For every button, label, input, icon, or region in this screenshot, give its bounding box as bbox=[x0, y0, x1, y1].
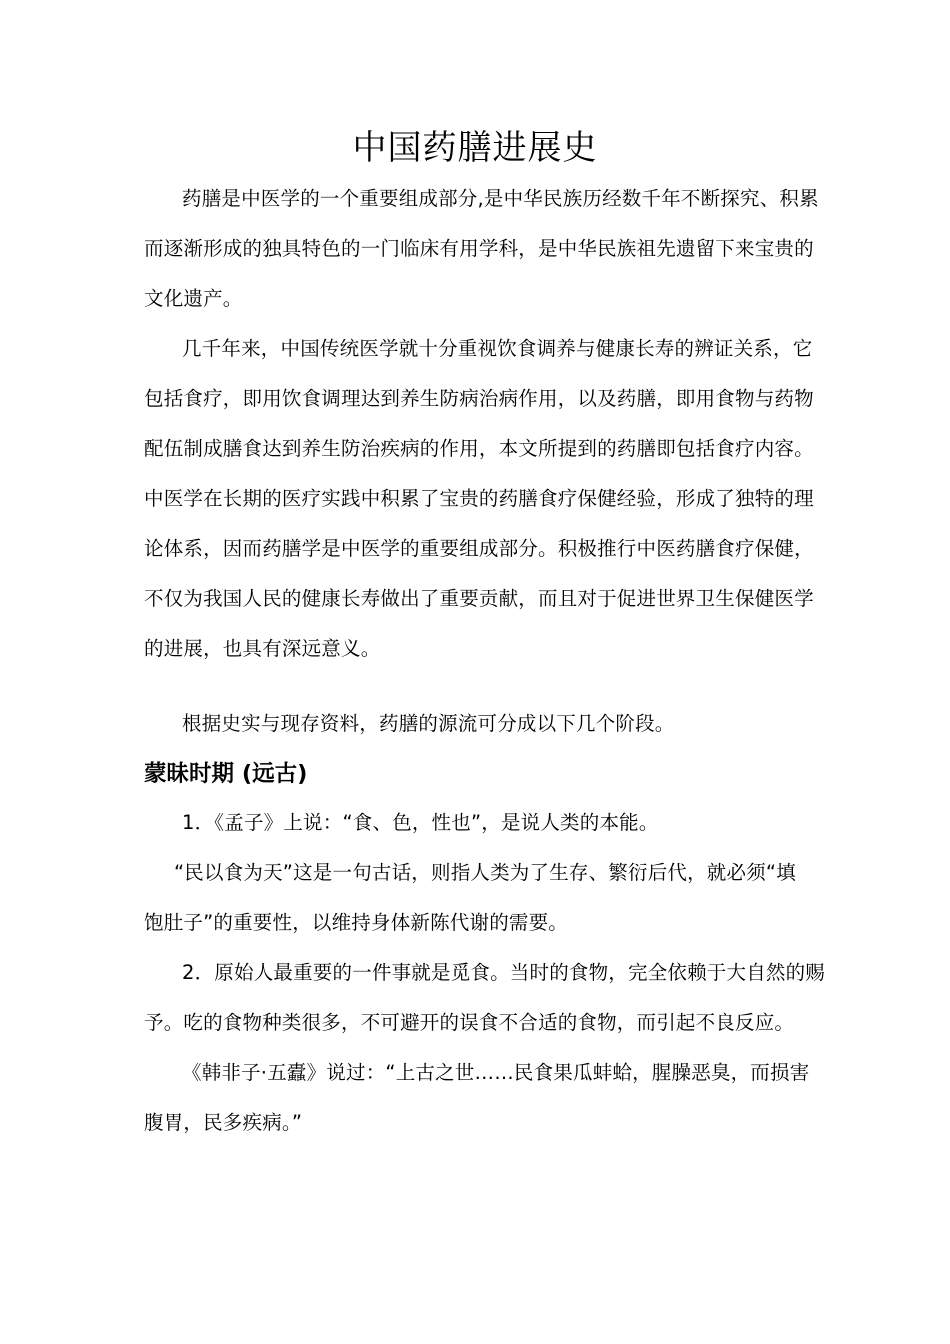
stages-intro: 根据史实与现存资料，药膳的源流可分成以下几个阶段。 bbox=[182, 712, 675, 735]
paragraph-line: 《韩非子·五蠹》说过：“上古之世……民食果瓜蚌蛤，腥臊恶臭，而损害 bbox=[182, 1061, 810, 1084]
page-title: 中国药膳进展史 bbox=[352, 128, 598, 168]
paragraph-line: 予。吃的食物种类很多，不可避开的误食不合适的食物，而引起不良反应。 bbox=[144, 1011, 795, 1034]
paragraph-line: 中医学在长期的医疗实践中积累了宝贵的药膳食疗保健经验，形成了独特的理 bbox=[144, 487, 814, 510]
paragraph-line: “民以食为天”这是一句古话，则指人类为了生存、繁衍后代，就必须“填 bbox=[174, 861, 796, 884]
paragraph-line: 配伍制成膳食达到养生防治疾病的作用，本文所提到的药膳即包括食疗内容。 bbox=[144, 437, 814, 460]
paragraph-line: 不仅为我国人民的健康长寿做出了重要贡献，而且对于促进世界卫生保健医学 bbox=[144, 587, 814, 610]
paragraph-line: 论体系，因而药膳学是中医学的重要组成部分。积极推行中医药膳食疗保健， bbox=[144, 537, 814, 560]
paragraph-line: 饱肚子”的重要性，以维持身体新陈代谢的需要。 bbox=[144, 911, 569, 934]
section-heading: 蒙昧时期 (远古) bbox=[144, 761, 308, 787]
list-item-point-1: 1．《孟子》上说：“食、色，性也”，是说人类的本能。 bbox=[182, 811, 659, 834]
paragraph-line: 2．原始人最重要的一件事就是觅食。当时的食物，完全依赖于大自然的赐 bbox=[182, 961, 826, 984]
paragraph-line: 文化遗产。 bbox=[144, 287, 243, 310]
paragraph-line: 几千年来，中国传统医学就十分重视饮食调养与健康长寿的辨证关系，它 bbox=[182, 337, 813, 360]
paragraph-line: 包括食疗，即用饮食调理达到养生防病治病作用，以及药膳，即用食物与药物 bbox=[144, 387, 814, 410]
paragraph-line: 腹胃，民多疾病。” bbox=[144, 1111, 303, 1134]
paragraph-line: 的进展，也具有深远意义。 bbox=[144, 637, 381, 660]
paragraph-line: 而逐渐形成的独具特色的一门临床有用学科，是中华民族祖先遗留下来宝贵的 bbox=[144, 237, 814, 260]
paragraph-line: 药膳是中医学的一个重要组成部分,是中华民族历经数千年不断探究、积累 bbox=[182, 187, 819, 210]
